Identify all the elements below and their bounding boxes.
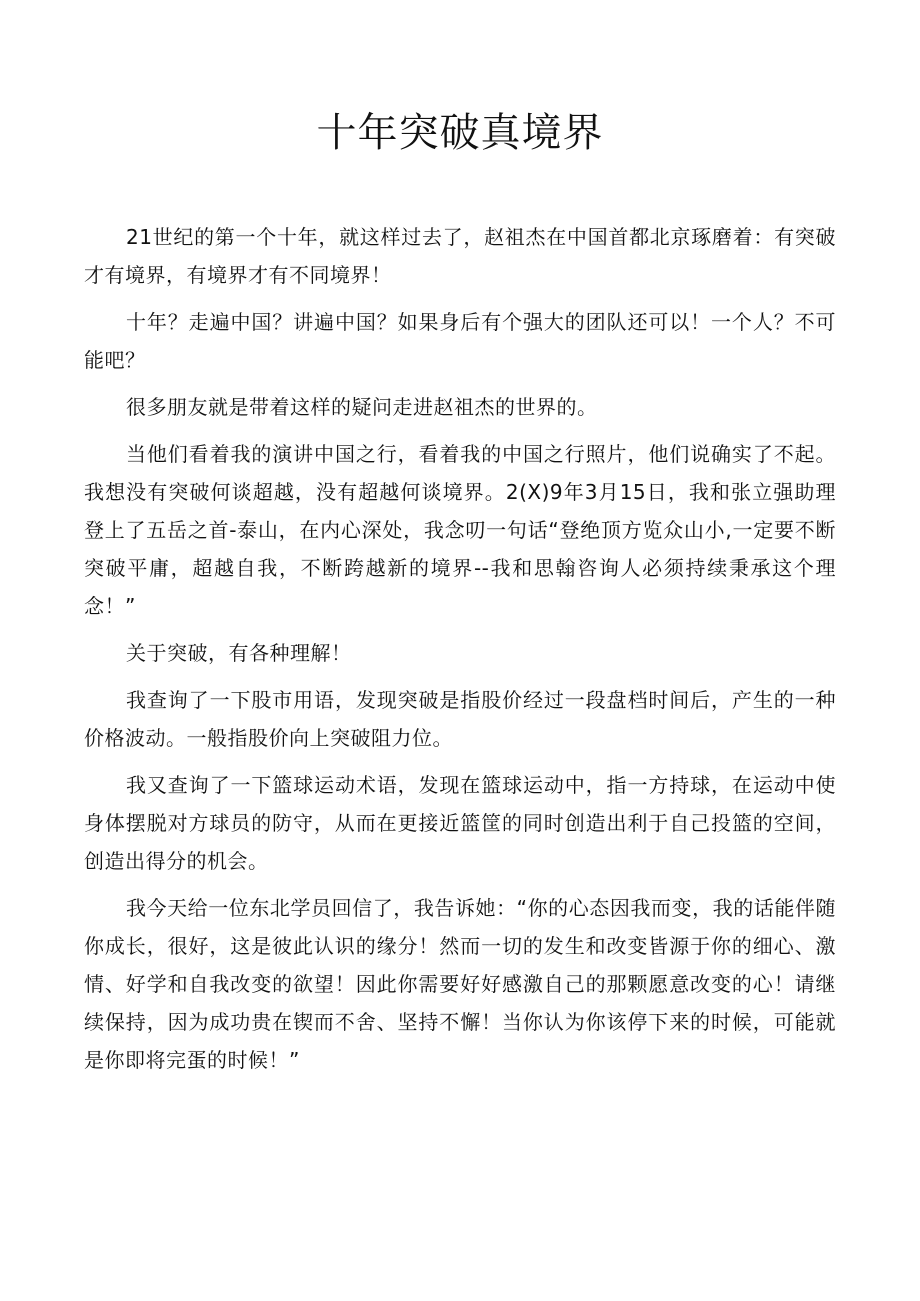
paragraph: 我今天给一位东北学员回信了，我告诉她：“你的心态因我而变，我的话能伴随你成长，很好，这是彼此认识的缘分！然而一切的发生和改变皆源于你的细心、激情、好学和自我改变的欲望！因此你需要好好感激自己的那颗愿意改变的心！请继续保持，因为成功贵在锲而不舍、坚持不懈！当你认为你该停下来的时候，可能就是你即将完蛋的时候！” bbox=[84, 896, 836, 1072]
paragraph: 关于突破，有各种理解！ bbox=[126, 641, 352, 665]
paragraph: 很多朋友就是带着这样的疑问走进赵祖杰的世界的。 bbox=[126, 395, 598, 419]
paragraph: 当他们看着我的演讲中国之行，看着我的中国之行照片，他们说确实了不起。我想没有突破何谈超越，没有超越何谈境界。2(X)9年3月15日，我和张立强助理登上了五岳之首-泰山，在内心深处，我念叨一句话“登绝顶方览众山小,一定要不断突破平庸，超越自我，不断跨越新的境界--我和思翰咨询人必须持续秉承这个理念！” bbox=[84, 442, 836, 618]
document-body bbox=[84, 218, 836, 1088]
paragraph: 我查询了一下股市用语，发现突破是指股价经过一段盘档时间后，产生的一种价格波动。一般指股价向上突破阻力位。 bbox=[84, 688, 836, 750]
paragraph: 我又查询了一下篮球运动术语，发现在篮球运动中，指一方持球，在运动中使身体摆脱对方球员的防守，从而在更接近篮筐的同时创造出利于自己投篮的空间，创造出得分的机会。 bbox=[84, 773, 836, 873]
paragraph: 21世纪的第一个十年，就这样过去了，赵祖杰在中国首都北京琢磨着：有突破才有境界，有境界才有不同境界！ bbox=[84, 225, 836, 287]
paragraph: 十年？走遍中国？讲遍中国？如果身后有个强大的团队还可以！一个人？不可能吧？ bbox=[84, 310, 836, 372]
document-title: 十年突破真境界 bbox=[316, 110, 604, 156]
